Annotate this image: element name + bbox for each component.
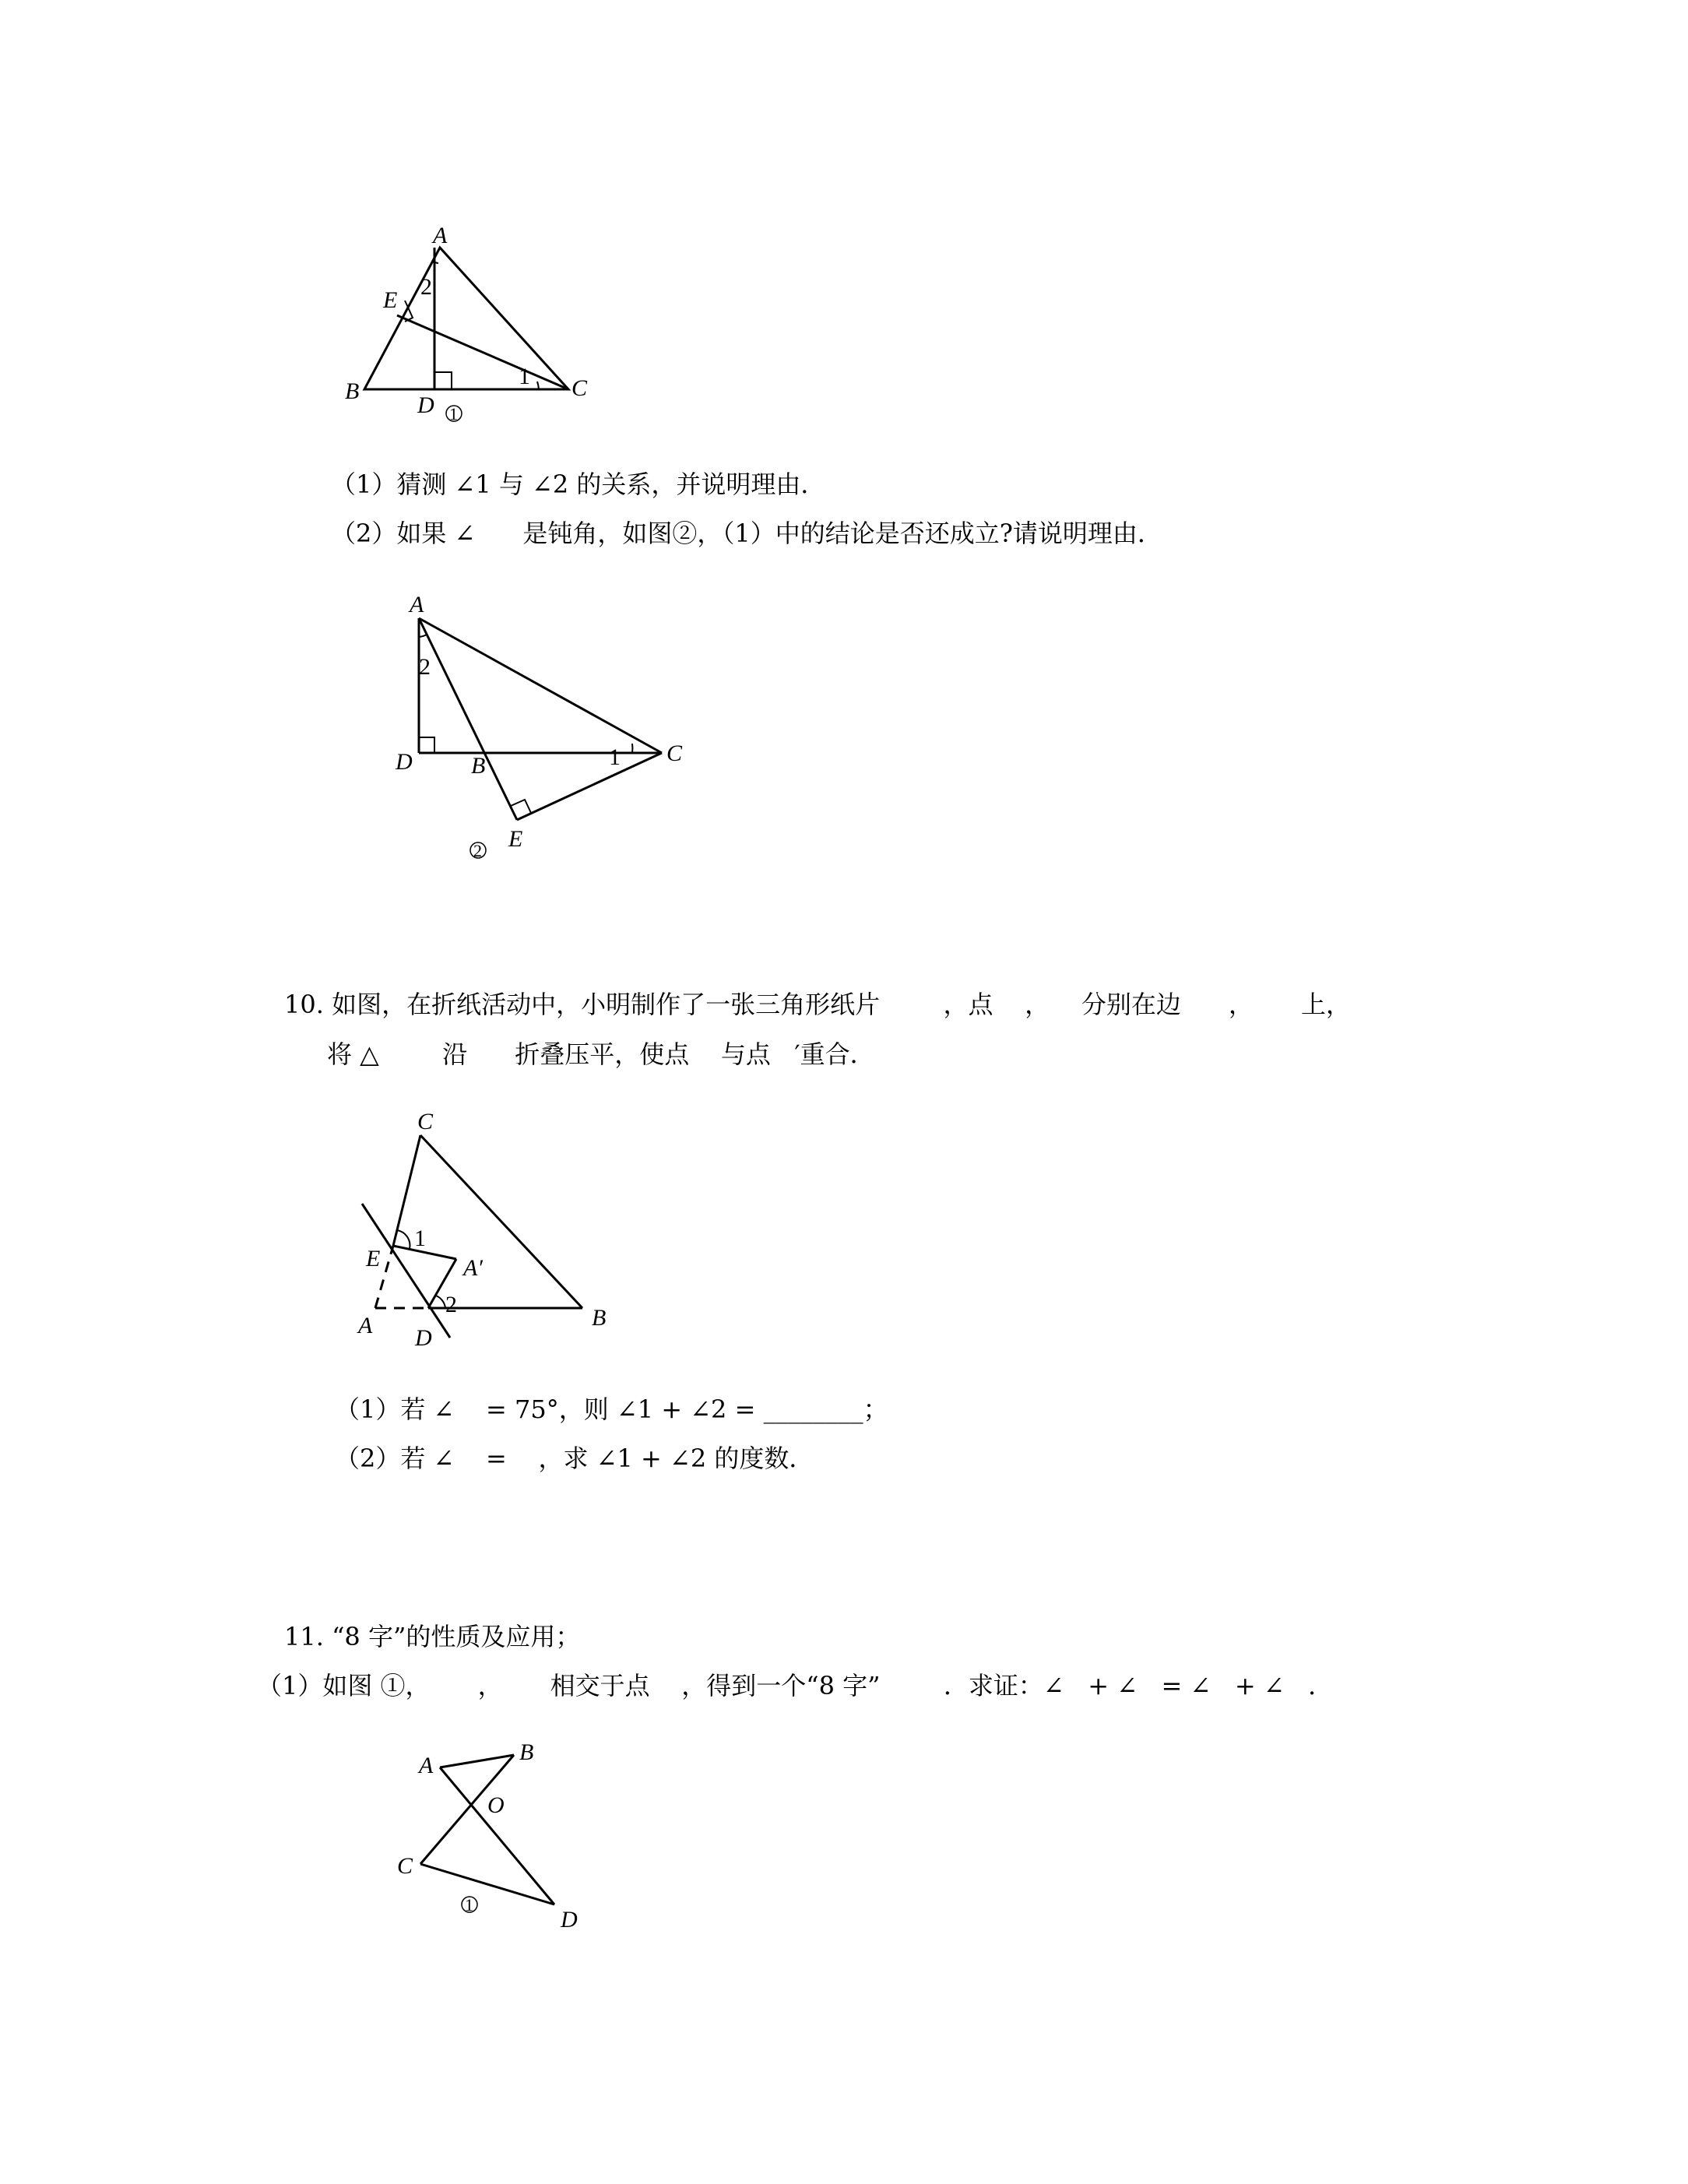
- angle-arc-2: [436, 1296, 445, 1308]
- q11-part-1: （1）如图 ①， ， 相交于点 ，得到一个“8 字” ．求证：∠ + ∠ = ∠ + ∠ ．: [257, 1671, 1334, 1700]
- label-b: B: [592, 1305, 607, 1331]
- q9-part-2: （2）如果 ∠ 是钝角，如图②，（1）中的结论是否还成立?请说明理由．: [331, 519, 1162, 548]
- figure-3: [343, 1106, 623, 1351]
- label-d: D: [396, 749, 413, 775]
- label-a: A: [410, 592, 424, 617]
- figure-2: [382, 592, 693, 860]
- label-d: D: [561, 1907, 578, 1933]
- q10-line-2: 将 △ 沿 折叠压平，使点 与点 ′重合．: [327, 1039, 875, 1069]
- label-c: C: [666, 740, 683, 766]
- label-angle-1: 1: [519, 364, 530, 389]
- q10-part-1: （1）若 ∠ = 75°，则 ∠1 + ∠2 = ________；: [335, 1394, 888, 1424]
- right-angle-d: [434, 372, 452, 389]
- segment-ab: [440, 1755, 514, 1767]
- label-a: A: [433, 223, 448, 248]
- segment-ce: [517, 753, 662, 820]
- figure-tag-2: 2: [473, 841, 482, 860]
- right-angle-d: [419, 737, 434, 753]
- segment-cd: [420, 1864, 554, 1904]
- segment-ad: [440, 1767, 554, 1904]
- label-e: E: [366, 1246, 381, 1271]
- label-e: E: [383, 287, 398, 313]
- label-angle-1: 1: [609, 744, 621, 770]
- label-a: A: [419, 1753, 434, 1778]
- label-e: E: [508, 826, 523, 852]
- label-angle-2: 2: [419, 654, 431, 680]
- label-a: A: [358, 1313, 373, 1338]
- triangle-abc: [364, 248, 568, 389]
- q10-part-2: （2）若 ∠ = ，求 ∠1 + ∠2 的度数．: [335, 1444, 814, 1473]
- label-o: O: [487, 1792, 505, 1818]
- q10-line-1: 10. 如图，在折纸活动中，小明制作了一张三角形纸片 ，点 ， 分别在边 ， 上，: [284, 990, 1351, 1019]
- label-b: B: [519, 1739, 534, 1765]
- label-b: B: [471, 753, 486, 779]
- q9-part-1: （1）猜测 ∠1 与 ∠2 的关系，并说明理由．: [331, 470, 826, 499]
- figure-tag-4: 1: [465, 1895, 473, 1915]
- label-c: C: [417, 1109, 434, 1134]
- label-a-prime: A′: [463, 1255, 483, 1281]
- segment-cb: [420, 1135, 582, 1308]
- segment-ce: [397, 315, 568, 389]
- label-d: D: [415, 1325, 432, 1351]
- label-angle-1: 1: [414, 1226, 426, 1251]
- figure-tag-1: 1: [449, 404, 458, 424]
- label-angle-2: 2: [420, 274, 432, 300]
- segment-ae: [419, 618, 517, 820]
- label-angle-2: 2: [445, 1292, 457, 1317]
- label-c: C: [571, 375, 588, 401]
- label-d: D: [417, 392, 434, 418]
- figure-1: [335, 218, 615, 428]
- label-c: C: [397, 1853, 413, 1879]
- segment-ac: [419, 618, 662, 753]
- label-b: B: [345, 378, 360, 404]
- q11-line-1: 11. “8 字”的性质及应用；: [284, 1622, 581, 1651]
- figure-4: [389, 1729, 607, 1947]
